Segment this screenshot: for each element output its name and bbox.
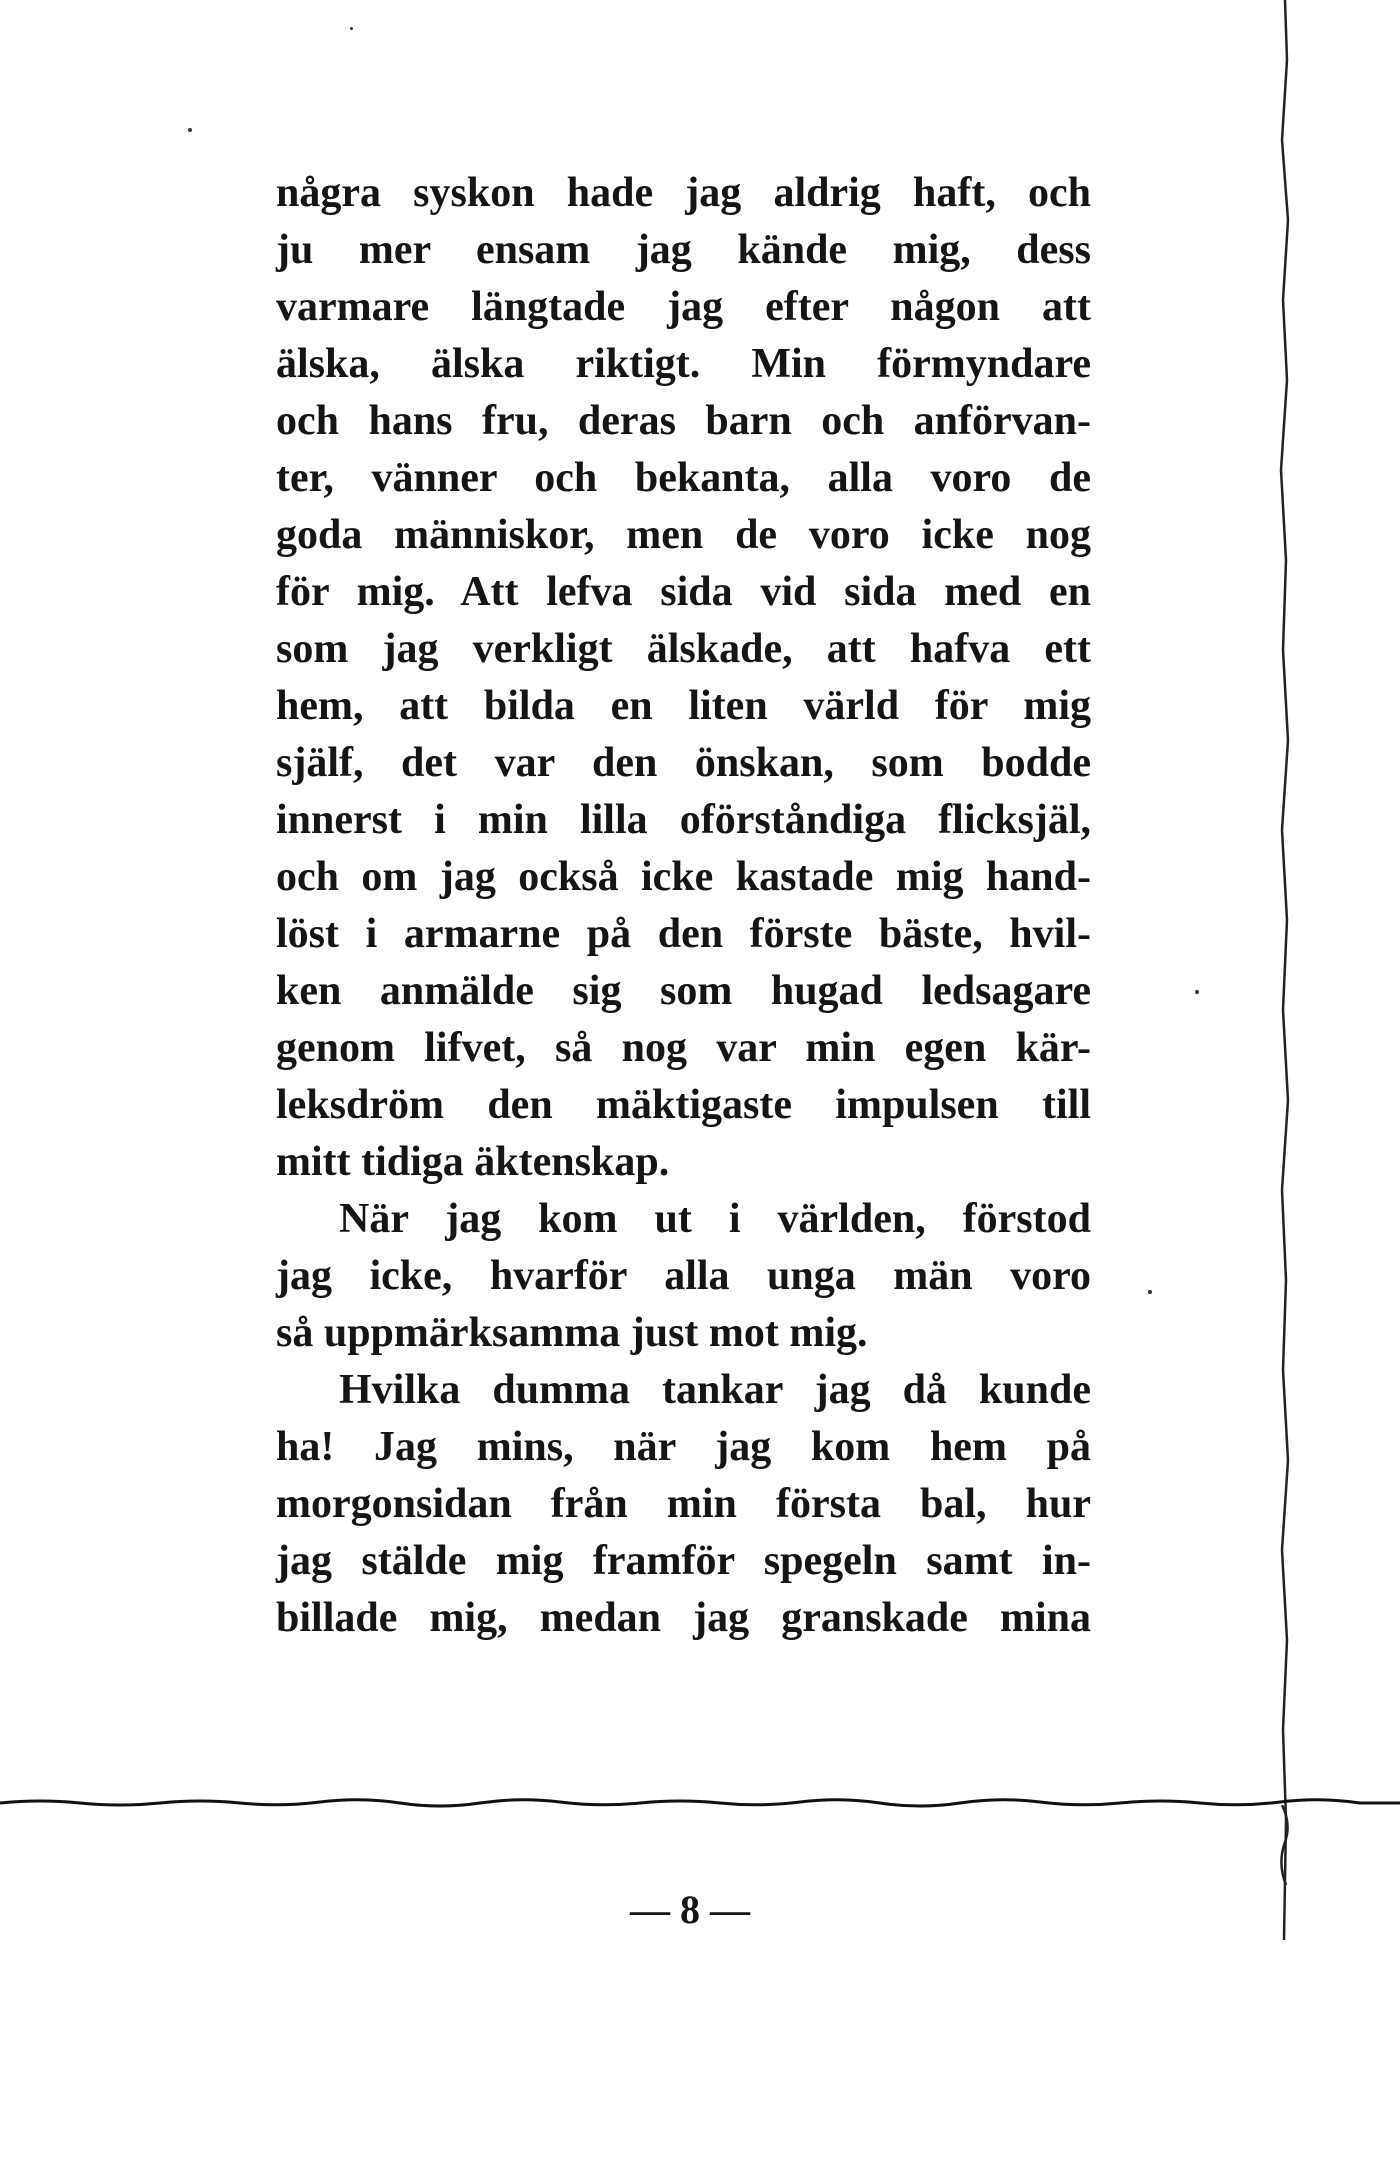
text-line: leksdröm den mäktigaste impulsen till xyxy=(276,1082,1091,1128)
text-line: älska, älska riktigt. Min förmyndare xyxy=(276,341,1091,387)
text-line: jag stälde mig framför spegeln samt in- xyxy=(276,1538,1091,1584)
text-line: och hans fru, deras barn och anförvan- xyxy=(276,398,1091,444)
text-line: ken anmälde sig som hugad ledsagare xyxy=(276,968,1091,1014)
text-line: ha! Jag mins, när jag kom hem på xyxy=(276,1424,1091,1470)
scan-speck xyxy=(1148,1290,1152,1294)
text-line: hem, att bilda en liten värld för mig xyxy=(276,683,1091,729)
text-line: själf, det var den önskan, som bodde xyxy=(276,740,1091,786)
text-line: goda människor, men de voro icke nog xyxy=(276,512,1091,558)
text-line: som jag verkligt älskade, att hafva ett xyxy=(276,626,1091,672)
text-line: genom lifvet, så nog var min egen kär- xyxy=(276,1025,1091,1071)
text-line: löst i armarne på den förste bäste, hvil- xyxy=(276,911,1091,957)
text-line: och om jag också icke kastade mig hand- xyxy=(276,854,1091,900)
text-line-paragraph-start: När jag kom ut i världen, förstod xyxy=(339,1196,1091,1242)
text-line-paragraph-end: mitt tidiga äktenskap. xyxy=(276,1139,670,1185)
text-line-paragraph-start: Hvilka dumma tankar jag då kunde xyxy=(339,1367,1091,1413)
footer-margin-bracket xyxy=(1270,1805,1300,1885)
page-number: — 8 — xyxy=(630,1887,750,1932)
text-line: jag icke, hvarför alla unga män voro xyxy=(276,1253,1091,1299)
text-line: ju mer ensam jag kände mig, dess xyxy=(276,227,1091,273)
text-line: varmare längtade jag efter någon att xyxy=(276,284,1091,330)
text-line: morgonsidan från min första bal, hur xyxy=(276,1481,1091,1527)
text-line-paragraph-end: så uppmärksamma just mot mig. xyxy=(276,1310,868,1356)
text-line: billade mig, medan jag granskade mina xyxy=(276,1595,1091,1641)
scan-speck xyxy=(188,128,192,132)
footer-rule xyxy=(0,1795,1400,1809)
text-line: för mig. Att lefva sida vid sida med en xyxy=(276,569,1091,615)
scan-speck xyxy=(350,27,353,30)
text-line: ter, vänner och bekanta, alla voro de xyxy=(276,455,1091,501)
scan-speck xyxy=(1195,990,1199,994)
margin-scan-edge xyxy=(1270,0,1300,1940)
text-line: innerst i min lilla oförståndiga flicksjäl, xyxy=(276,797,1091,843)
text-line: några syskon hade jag aldrig haft, och xyxy=(276,170,1091,216)
body-text xyxy=(276,165,1091,1647)
